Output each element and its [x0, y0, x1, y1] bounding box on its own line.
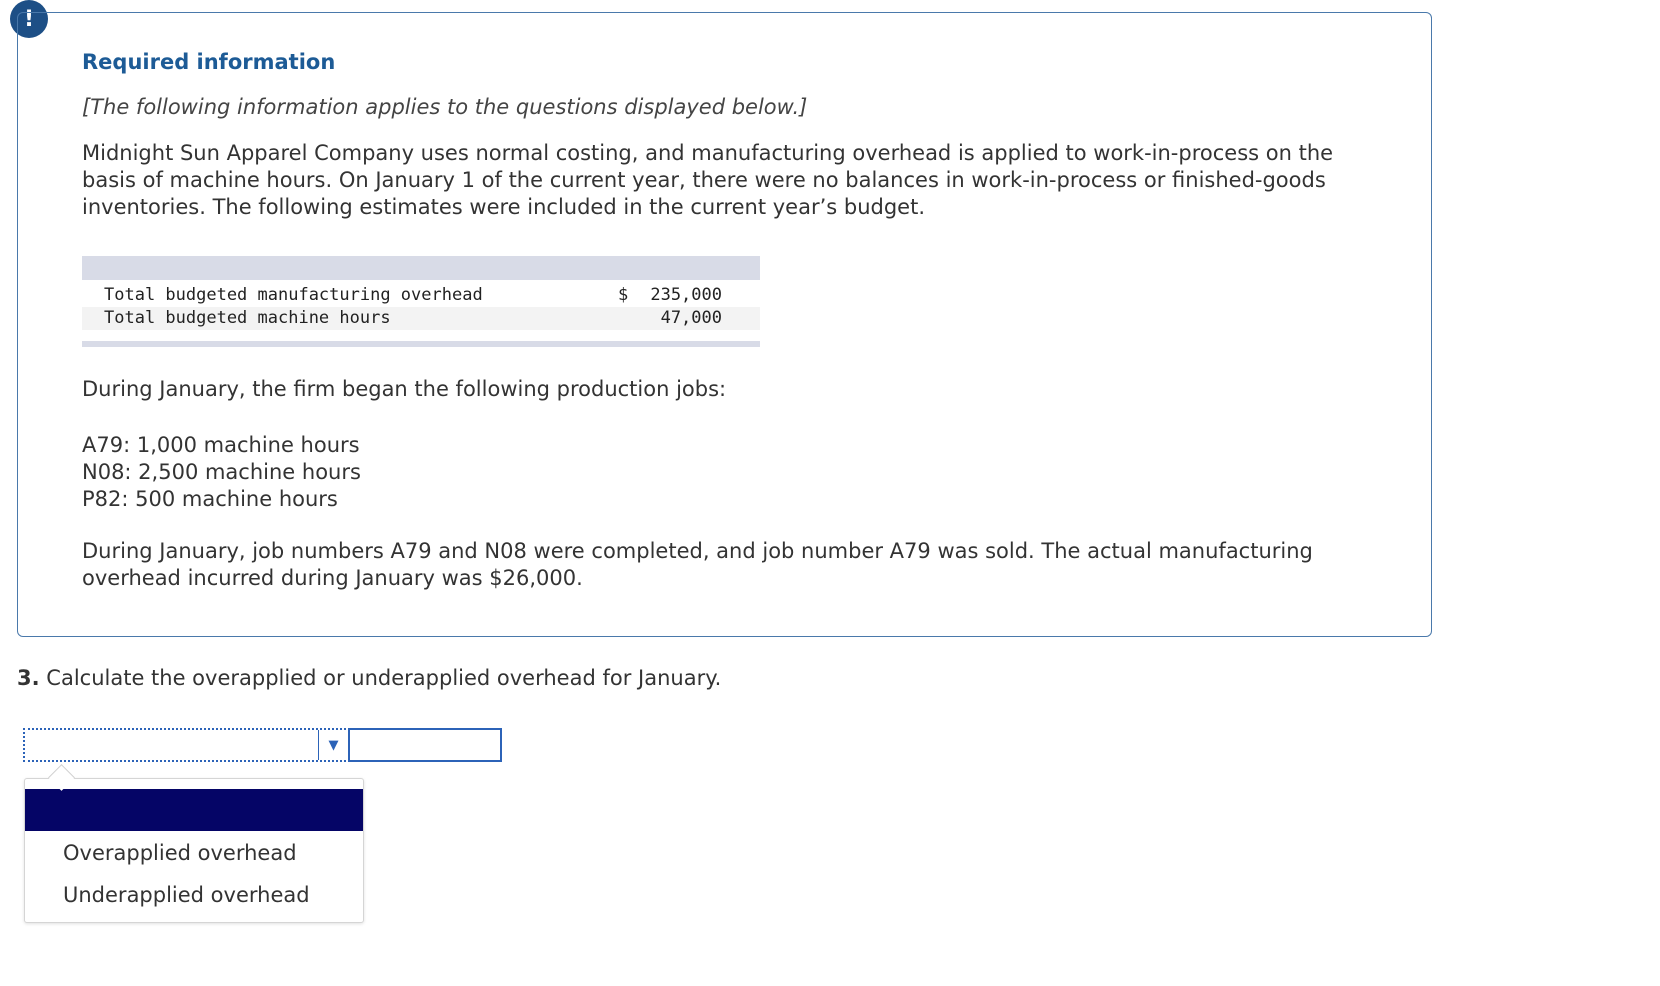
dropdown-option-overapplied[interactable]: Overapplied overhead — [63, 841, 297, 865]
budget-table-footer — [82, 341, 760, 347]
chevron-down-icon[interactable]: ▼ — [318, 730, 348, 760]
question-text: Calculate the overapplied or underapplied overhead for January. — [46, 666, 722, 690]
dropdown-option-underapplied[interactable]: Underapplied overhead — [63, 883, 310, 907]
question-number: 3. — [17, 666, 40, 690]
list-item: N08: 2,500 machine hours — [82, 460, 361, 484]
list-item: P82: 500 machine hours — [82, 487, 338, 511]
alert-icon: ! — [10, 0, 48, 38]
budget-value: 47,000 — [660, 308, 722, 328]
overhead-amount-input[interactable] — [348, 728, 502, 762]
required-info-title: Required information — [82, 50, 336, 74]
list-item: A79: 1,000 machine hours — [82, 433, 360, 457]
overhead-type-select[interactable] — [23, 728, 350, 762]
budget-value: 235,000 — [650, 285, 722, 305]
budget-currency: $ — [618, 285, 629, 305]
budget-label: Total budgeted manufacturing overhead — [104, 285, 483, 305]
budget-row — [82, 307, 760, 330]
budget-label: Total budgeted machine hours — [104, 308, 391, 328]
budget-row — [82, 284, 760, 307]
jobs-list — [82, 432, 361, 513]
closing-paragraph: During January, job numbers A79 and N08 were completed, and job number A79 was sold. The actual manufacturing overhead incurred during January was $26,000. — [82, 539, 1313, 590]
dropdown-option-blank[interactable] — [25, 789, 363, 831]
budget-table-header — [82, 256, 760, 280]
jobs-intro: During January, the firm began the following production jobs: — [82, 377, 727, 401]
question-prompt — [17, 666, 721, 690]
overhead-type-dropdown — [24, 778, 364, 923]
budget-table — [82, 256, 760, 347]
required-info-note: [The following information applies to the questions displayed below.] — [82, 95, 808, 119]
intro-paragraph: Midnight Sun Apparel Company uses normal costing, and manufacturing overhead is applied to work-in-process on the basis of machine hours. On January 1 of the current year, there were no balances in work-in-process or finished-goods inventories. The following estimates were included in the current year’s budget. — [82, 141, 1334, 219]
